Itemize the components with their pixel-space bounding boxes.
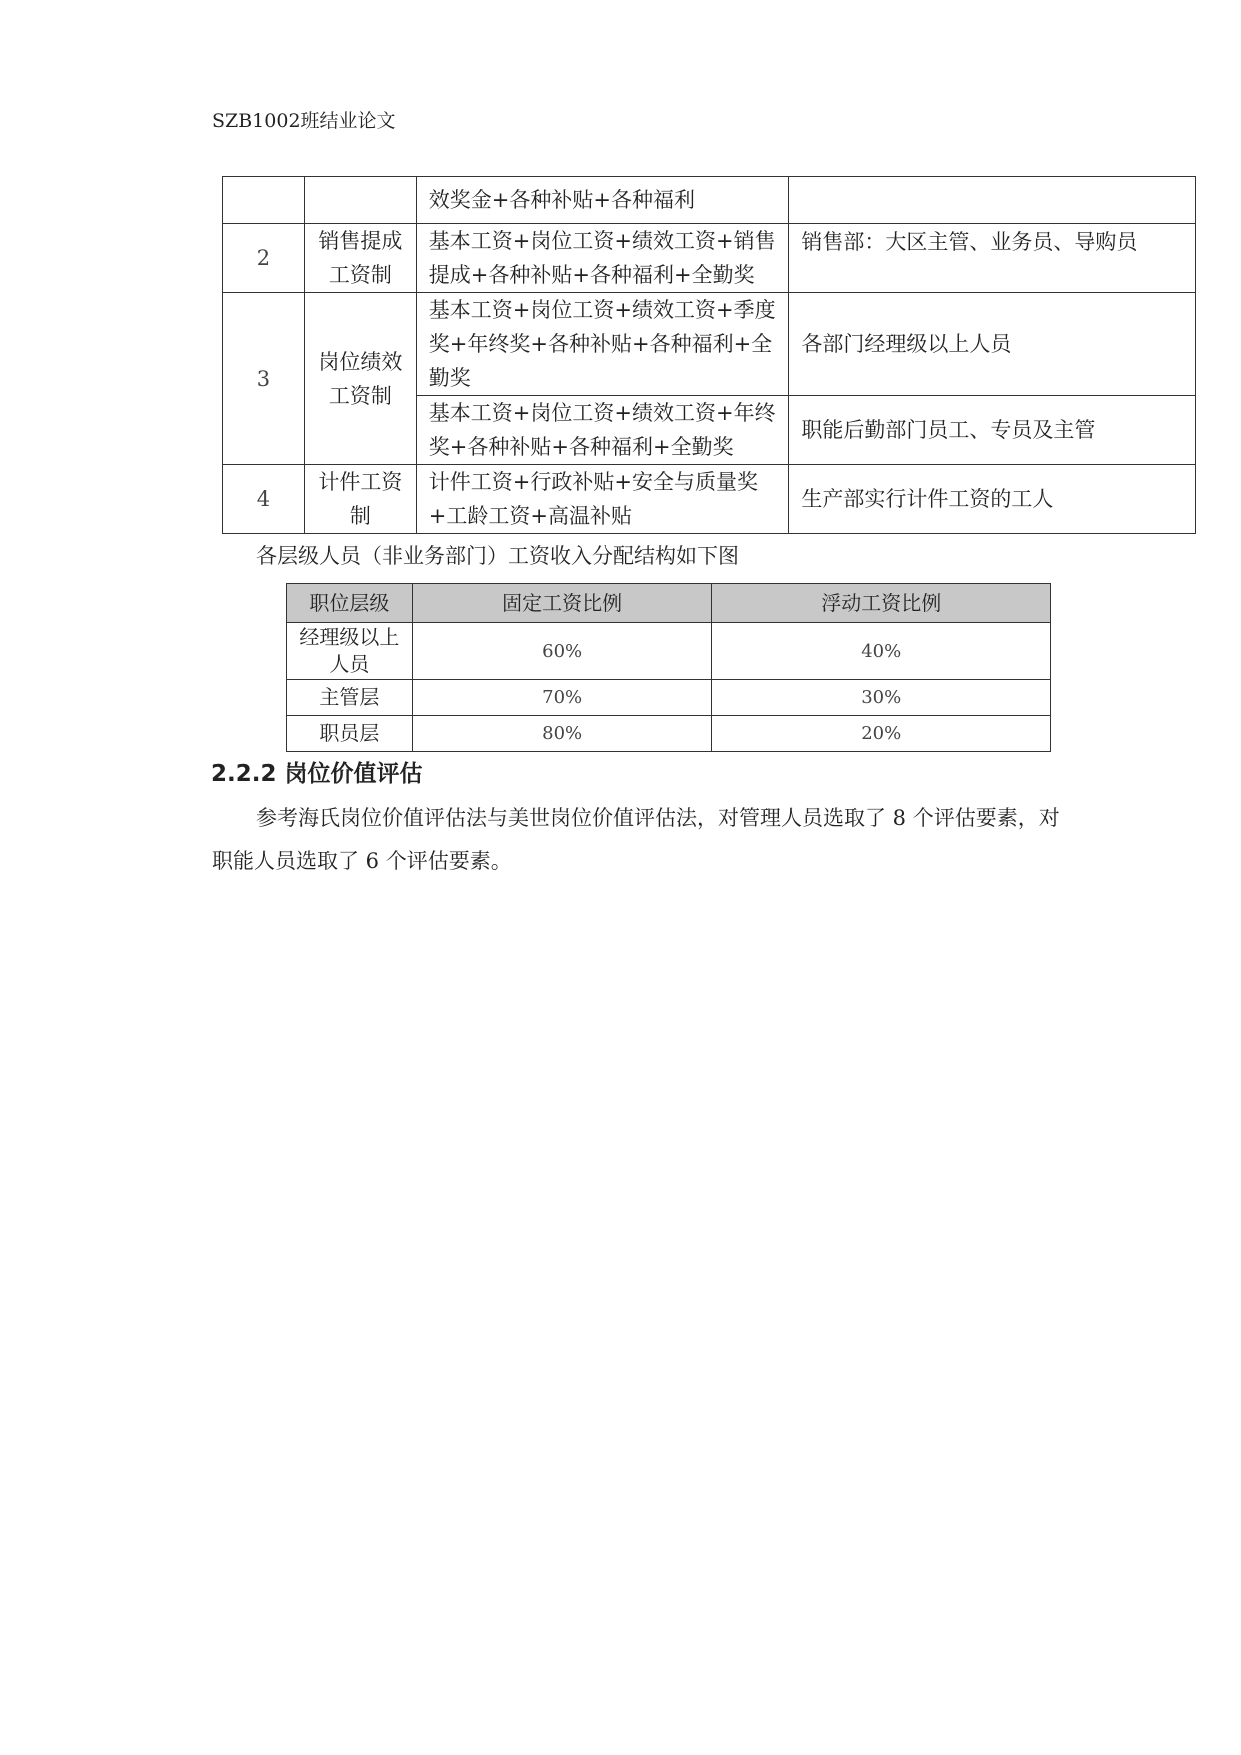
page-header: SZB1002班结业论文: [212, 110, 396, 132]
table-cell: [304, 177, 416, 224]
position-level: 经理级以上人员: [287, 623, 413, 680]
salary-composition: 计件工资+行政补贴+安全与质量奖+工龄工资+高温补贴: [416, 465, 789, 534]
section-heading: 2.2.2 岗位价值评估: [211, 761, 423, 787]
table-cell: 效奖金+各种补贴+各种福利: [416, 177, 789, 224]
table-row: [287, 680, 1051, 716]
table-header-row: [287, 584, 1051, 623]
applicable-staff: 生产部实行计件工资的工人: [789, 465, 1196, 534]
position-level: 职员层: [287, 716, 413, 752]
table-row: [287, 716, 1051, 752]
row-number: 2: [223, 224, 305, 293]
applicable-staff: 职能后勤部门员工、专员及主管: [789, 396, 1196, 465]
applicable-staff: 销售部：大区主管、业务员、导购员: [789, 224, 1196, 293]
float-ratio: 30%: [712, 680, 1051, 716]
table-row: [223, 177, 1196, 224]
applicable-staff: 各部门经理级以上人员: [789, 293, 1196, 396]
salary-composition: 基本工资+岗位工资+绩效工资+季度奖+年终奖+各种补贴+各种福利+全勤奖: [416, 293, 789, 396]
salary-system-name: 计件工资制: [304, 465, 416, 534]
column-header: 固定工资比例: [412, 584, 712, 623]
salary-composition: 基本工资+岗位工资+绩效工资+销售提成+各种补贴+各种福利+全勤奖: [416, 224, 789, 293]
table-row: [223, 465, 1196, 534]
table-row: [223, 293, 1196, 396]
row-number: 3: [223, 293, 305, 465]
table-cell: [223, 177, 305, 224]
fixed-ratio: 60%: [412, 623, 712, 680]
table-caption: 各层级人员（非业务部门）工资收入分配结构如下图: [256, 544, 739, 568]
salary-system-table: [222, 176, 1196, 534]
salary-system-name: 岗位绩效工资制: [304, 293, 416, 465]
position-level: 主管层: [287, 680, 413, 716]
body-paragraph: 参考海氏岗位价值评估法与美世岗位价值评估法，对管理人员选取了 8 个评估要素，对职能人员选取了 6 个评估要素。: [212, 806, 1060, 873]
row-number: 4: [223, 465, 305, 534]
float-ratio: 40%: [712, 623, 1051, 680]
column-header: 浮动工资比例: [712, 584, 1051, 623]
pay-ratio-table: [286, 583, 1051, 752]
table-row: [223, 224, 1196, 293]
table-cell: [789, 177, 1196, 224]
column-header: 职位层级: [287, 584, 413, 623]
float-ratio: 20%: [712, 716, 1051, 752]
table-row: [287, 623, 1051, 680]
salary-composition: 基本工资+岗位工资+绩效工资+年终奖+各种补贴+各种福利+全勤奖: [416, 396, 789, 465]
salary-system-name: 销售提成工资制: [304, 224, 416, 293]
fixed-ratio: 70%: [412, 680, 712, 716]
fixed-ratio: 80%: [412, 716, 712, 752]
